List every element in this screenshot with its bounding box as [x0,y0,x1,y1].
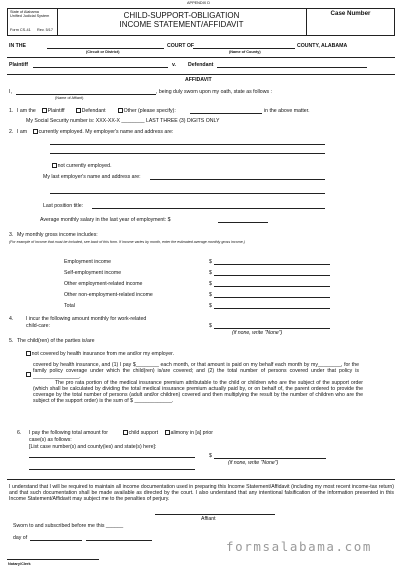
case-list-line-1[interactable] [29,457,195,458]
case-list-line-2[interactable] [29,469,195,470]
last-position-label: Last position title: [43,203,84,209]
alimony-option[interactable]: alimony in [a] prior [165,430,213,436]
form-title-line1: CHILD-SUPPORT-OBLIGATION [123,11,240,20]
total-income-input[interactable] [214,308,330,309]
notary-label: Notary/Clerk [8,562,31,566]
item1-number: 1. [9,108,14,114]
notary-signature-input[interactable] [7,559,99,560]
avg-salary-label: Average monthly salary in the last year of employment: $ [40,217,171,223]
system-label: Unified Judicial System [10,14,50,18]
childcare-input[interactable] [214,328,330,329]
circuit-input[interactable] [47,48,164,49]
defendant-label: Defendant [188,62,214,68]
watermark-text: formsalabama.com [226,539,373,554]
state-label: State of Alabama [10,10,39,14]
affiant-signature-input[interactable] [155,514,275,515]
self-employment-income-input[interactable] [214,275,330,276]
not-covered-option[interactable]: not covered by health insurance from me and/or my employer. [26,351,174,357]
covered-text: covered by health insurance, and (1) I pay $________ each month, or that amount is paid on my behalf each month by my________, for the family policy coverage under which the child(ren) is/are covered; and (2) the total number of persons covered under that policy is ________________. [33,362,359,381]
versus-label: v. [172,62,176,68]
defendant-input[interactable] [217,67,367,68]
income-row-total: Total [64,303,75,309]
county-alabama-label: COUNTY, ALABAMA [297,43,348,49]
item1-defendant-option[interactable]: Defendant [76,108,106,114]
case-number-label: Case Number [330,10,371,17]
form-revision: Rev. 5/17 [37,28,53,32]
item4-none-note: (if none, write "None") [232,330,283,336]
income-row-other-employment: Other employment-related income [64,281,143,287]
oath-text: , being duly sworn upon my oath, state as follows : [156,89,272,95]
item5-number: 5. [9,338,14,344]
day-of-input[interactable] [30,540,82,541]
day-of-label: day of [13,535,28,541]
affidavit-heading: AFFIDAVIT [185,77,212,83]
income-dollar-5: $ [209,303,212,309]
income-dollar-3: $ [209,281,212,287]
item6-none-note: (if none, write "None") [228,460,279,466]
child-support-checkbox[interactable] [123,430,128,435]
item4-text1: I incur the following amount monthly for work-related [26,316,147,322]
item5-heading: The child(ren) of the parties is/are [17,338,95,344]
income-dollar-2: $ [209,270,212,276]
avg-salary-input[interactable] [218,222,268,223]
appendix-label: APPENDIX D [187,1,210,5]
not-employed-option[interactable]: not currently employed. [52,163,112,169]
closing-divider [7,479,395,480]
item4-dollar: $ [209,323,212,329]
affidavit-divider [7,74,395,75]
in-the-label: IN THE [9,43,27,49]
not-employed-checkbox[interactable] [52,163,57,168]
circuit-caption: (Circuit or District) [86,50,120,54]
item1-plaintiff-option[interactable]: Plaintiff [42,108,65,114]
last-position-input[interactable] [92,208,325,209]
employed-checkbox[interactable] [33,129,38,134]
income-row-other-non-employment: Other non-employment-related income [64,292,153,298]
income-row-employment: Employment income [64,259,111,265]
court-of-label: COURT OF [167,43,195,49]
other-employment-income-input[interactable] [214,286,330,287]
item3-heading: My monthly gross income includes: [17,232,98,238]
affiant-name-caption: (Name of Affiant) [55,96,84,100]
alimony-checkbox[interactable] [165,430,170,435]
employment-income-input[interactable] [214,264,330,265]
employed-option[interactable]: currently employed. My employer's name and address are: [33,129,173,135]
item6-dollar: $ [209,453,212,459]
closing-statement: I understand that I will be required to maintain all income documentation used in preparing this Income Statement/Affidavit (including my most recent income-tax return) and that such documentation shall be made available as directed by the court. I also understand that any intentional falsification of the information presented in this Income Statement/Affidavit may subject me to the penalties of perjury. [9,484,394,503]
case-number-input[interactable] [309,20,392,34]
item4-number: 4. [9,316,14,322]
last-employer-label: My last employer's name and address are: [43,174,141,180]
affiant-name-input[interactable] [16,94,156,95]
other-specify-input[interactable] [190,113,262,114]
item3-note: (For example of income that must be included, see back of this form. If income varies by month, enter the estimated average monthly gross income.) [9,240,245,244]
item1-other-option[interactable]: Other (please specify): [118,108,176,114]
employer-address-line-2[interactable] [50,153,325,154]
plaintiff-checkbox[interactable] [42,108,47,113]
last-employer-line-2[interactable] [50,193,325,194]
defendant-checkbox[interactable] [76,108,81,113]
ssn-text: My Social Security number is: XXX-XX-X ________ LAST THREE (3) DIGITS ONLY [26,118,220,124]
affiant-label: Affiant [201,516,216,522]
item6-number: 6. [17,430,22,436]
prior-case-amount-input[interactable] [214,458,326,459]
income-dollar-1: $ [209,259,212,265]
county-input[interactable] [193,48,295,49]
item6-text3: [List case number(s) and county(ies) and state(s) here]: [29,444,157,450]
prorata-text: The pro rata portion of the medical insurance premium attributable to the child or children who are the subject of the support order (which shall be calculated by dividing the total medical insurance premium actually paid by, or on behalf of, the parent ordered to provide the coverage by the total number of persons (adult and/or children) covered and then multiplying the result by the number of children who are the subject of the support order) is the sum of $ _____________. [33,380,363,405]
item3-number: 3. [9,232,14,238]
not-covered-checkbox[interactable] [26,351,31,356]
item2-number: 2. [9,129,14,135]
court-divider [7,57,395,58]
other-non-employment-income-input[interactable] [214,297,330,298]
income-row-self-employment: Self-employment income [64,270,122,276]
covered-checkbox[interactable] [26,372,31,377]
item6-text1: I pay the following total amount for [29,430,109,436]
plaintiff-label: Plaintiff [9,62,29,68]
form-number: Form CS-41 [10,28,31,32]
item1-iam: I am the [17,108,36,114]
item6-text2: case(s) as follows: [29,437,72,443]
form-title-line2: INCOME STATEMENT/AFFIDAVIT [119,20,244,29]
plaintiff-input[interactable] [33,67,168,68]
income-dollar-4: $ [209,292,212,298]
employer-address-line-1[interactable] [50,144,325,145]
i-label: I, [9,89,12,95]
item4-text2: child-care: [26,323,50,329]
last-employer-input[interactable] [150,179,325,180]
item2-iam: I am [17,129,28,135]
child-support-option[interactable]: child support [123,430,158,436]
item1-matter-text: in the above matter. [264,108,310,114]
year-input[interactable] [86,540,152,541]
covered-checkbox-wrap[interactable] [26,363,32,381]
sworn-text: Sworn to and subscribed before me this ______ [13,523,124,529]
other-checkbox[interactable] [118,108,123,113]
county-caption: (Name of County) [229,50,261,54]
